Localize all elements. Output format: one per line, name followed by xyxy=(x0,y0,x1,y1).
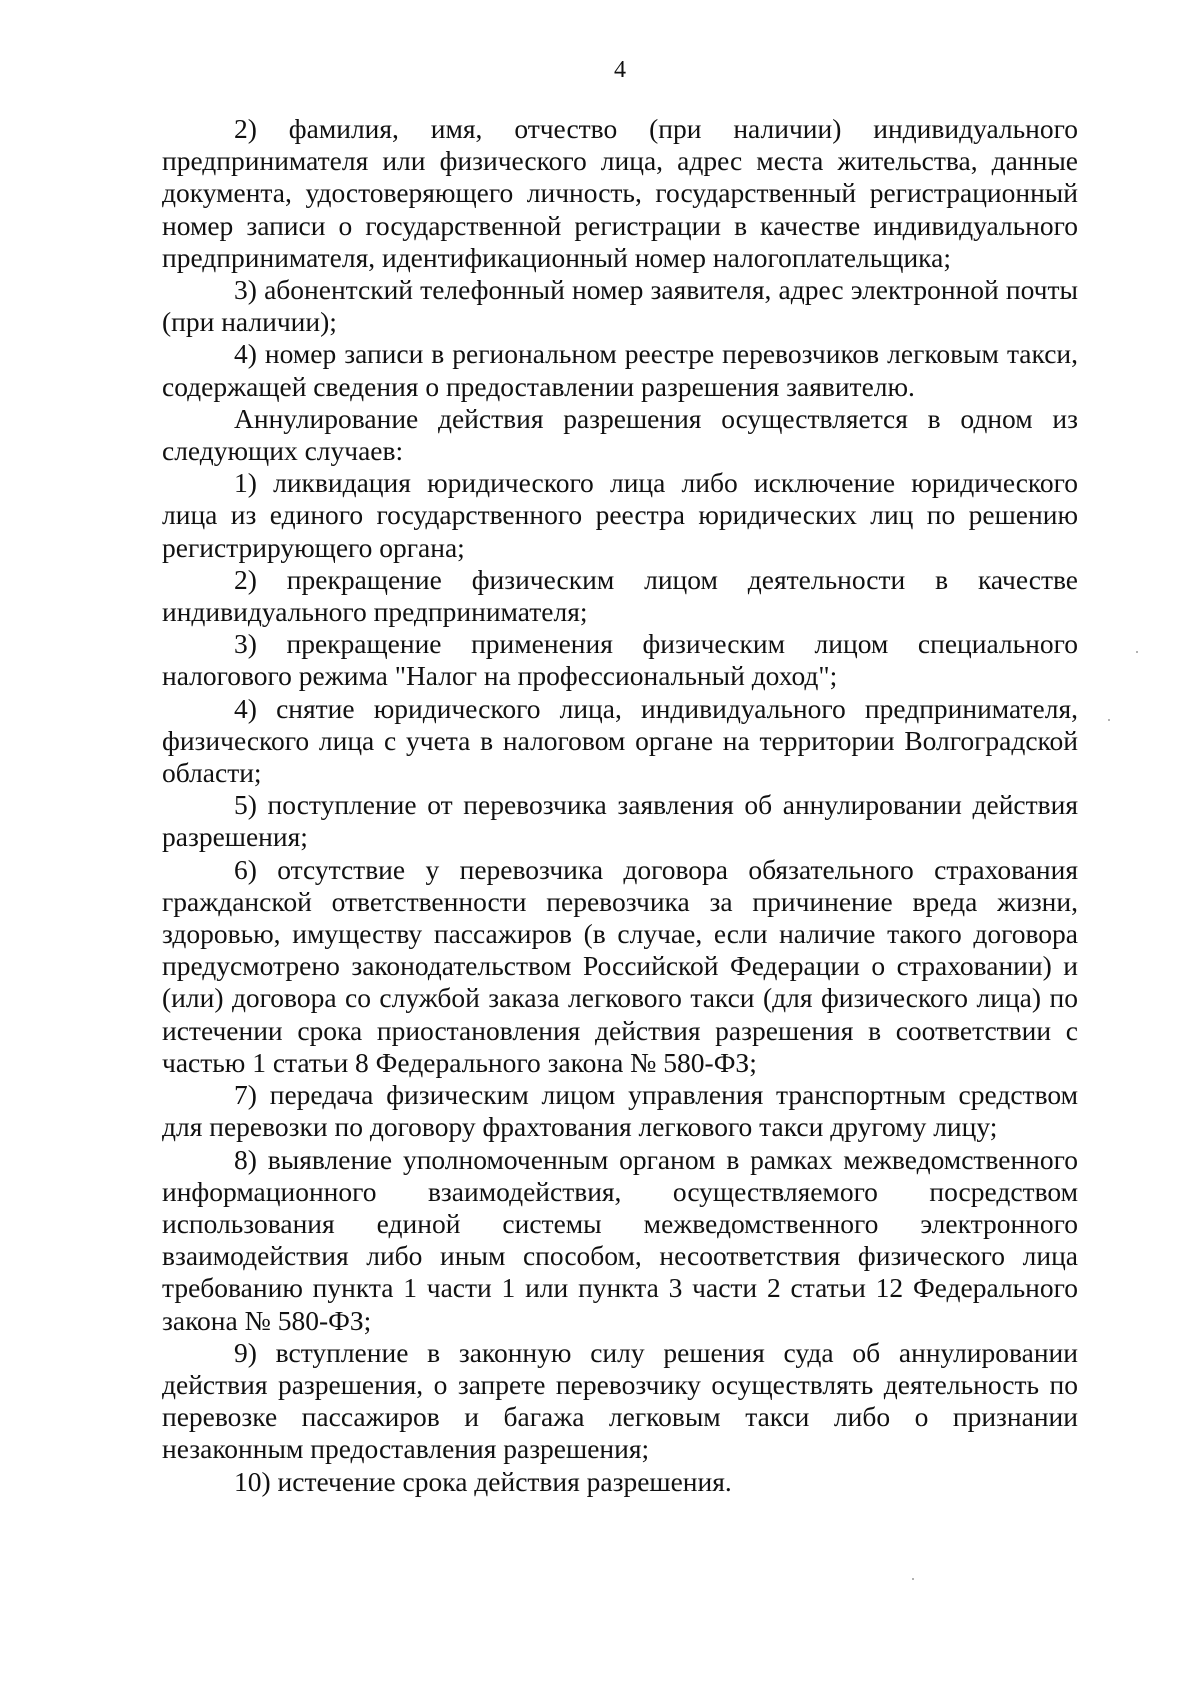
paragraph-case-8-noncompliance: 8) выявление уполномоченным органом в рамках межведомственного информационного взаимодействия, осуществляемого посредством использования единой системы межведомственного электронного взаимодействия либо иным способом, несоответствия физического лица требованию пункта 1 части 1 или пункта 3 части 2 статьи 12 Федерального закона № 580-ФЗ; xyxy=(162,1143,1078,1336)
scan-speck xyxy=(1136,651,1138,653)
document-body xyxy=(162,113,1078,1498)
paragraph-case-9-court-decision: 9) вступление в законную силу решения суда об аннулировании действия разрешения, о запрете перевозчику осуществлять деятельность по перевозке пассажиров и багажа легковым такси либо о признании незаконным предоставления разрешения; xyxy=(162,1336,1078,1465)
paragraph-item-2-applicant-details: 2) фамилия, имя, отчество (при наличии) индивидуального предпринимателя или физического лица, адрес места жительства, данные документа, удостоверяющего личность, государственный регистрационный номер записи о государственной регистрации в качестве индивидуального предпринимателя, идентификационный номер налогоплательщика; xyxy=(162,113,1078,273)
scan-speck xyxy=(1108,719,1110,721)
paragraph-case-6-no-insurance: 6) отсутствие у перевозчика договора обязательного страхования гражданской ответственности перевозчика за причинение вреда жизни, здоровью, имуществу пассажиров (в случае, если наличие такого договора предусмотрено законодательством Российской Федерации о страховании) и (или) договора со службой заказа легкового такси (для физического лица) по истечении срока приостановления действия разрешения в соответствии с частью 1 статьи 8 Федерального закона № 580-ФЗ; xyxy=(162,853,1078,1078)
paragraph-case-10-expiry: 10) истечение срока действия разрешения. xyxy=(234,1465,732,1497)
paragraph-case-3-tax-regime: 3) прекращение применения физическим лицом специального налогового режима "Налог на профессиональный доход"; xyxy=(162,628,1078,692)
paragraph-case-5-carrier-request: 5) поступление от перевозчика заявления об аннулировании действия разрешения; xyxy=(162,789,1078,853)
paragraph-case-4-deregistration: 4) снятие юридического лица, индивидуального предпринимателя, физического лица с учета в налоговом органе на территории Волгоградской области; xyxy=(162,692,1078,789)
paragraph-case-2-termination: 2) прекращение физическим лицом деятельности в качестве индивидуального предпринимателя; xyxy=(162,563,1078,628)
page-number: 4 xyxy=(614,57,626,83)
scan-speck xyxy=(912,1578,914,1580)
paragraph-item-3-contacts: 3) абонентский телефонный номер заявителя, адрес электронной почты (при наличии); xyxy=(162,274,1078,338)
paragraph-case-7-transfer-control: 7) передача физическим лицом управления транспортным средством для перевозки по договору фрахтования легкового такси другому лицу; xyxy=(162,1079,1078,1143)
paragraph-item-4-registry-record: 4) номер записи в региональном реестре перевозчиков легковым такси, содержащей сведения о предоставлении разрешения заявителю. xyxy=(162,338,1078,402)
paragraph-case-1-liquidation: 1) ликвидация юридического лица либо исключение юридического лица из единого государственного реестра юридических лиц по решению регистрирующего органа; xyxy=(162,467,1078,563)
paragraph-annulment-intro: Аннулирование действия разрешения осуществляется в одном из следующих случаев: xyxy=(162,402,1078,467)
